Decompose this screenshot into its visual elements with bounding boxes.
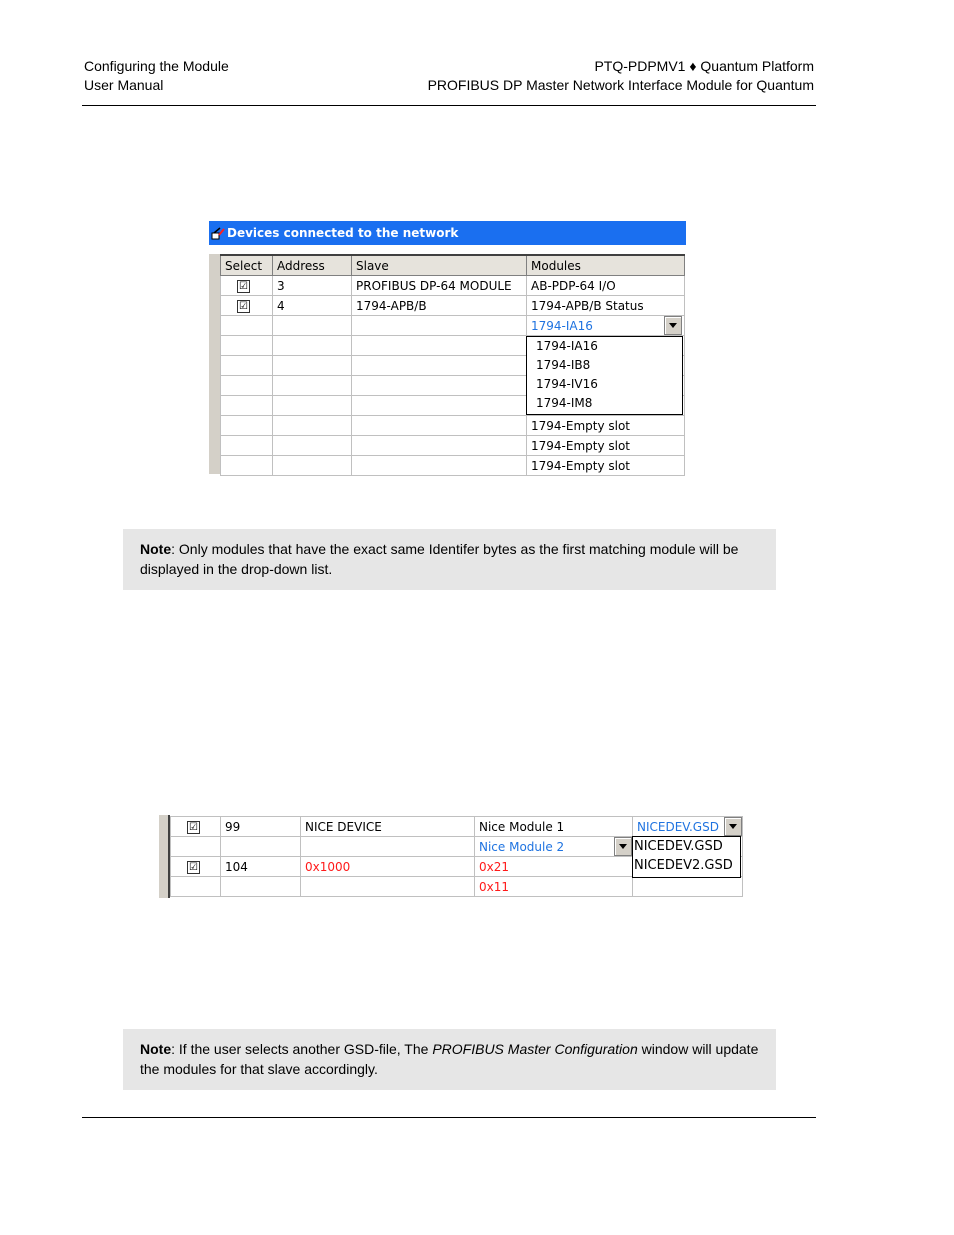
column-header-slave[interactable]: Slave [352,255,527,276]
gsd-dropdown-arrow-icon[interactable] [724,817,742,836]
address-cell: 99 [221,817,301,837]
module-cell[interactable]: 0x11 [475,877,633,897]
module-cell[interactable]: 1794-Empty slot [527,416,685,436]
footer-rule [82,1117,816,1118]
devices-window-title: Devices connected to the network [227,226,459,240]
slave-cell: 1794-APB/B [352,296,527,316]
address-cell: 3 [273,276,352,296]
module-cell[interactable]: 0x21 [475,857,633,877]
note-box-1 [123,529,776,590]
table-row[interactable] [221,276,685,296]
module-dropdown-selected[interactable]: 1794-IA16 [527,316,685,336]
note-text-before: : If the user selects another GSD-file, The [171,1041,433,1057]
module-cell[interactable]: 1794-Empty slot [527,456,685,476]
slave-cell: NICE DEVICE [301,817,475,837]
gsd-dropdown-list [632,836,741,878]
header-right-line1: PTQ-PDPMV1 ♦ Quantum Platform [594,58,814,74]
table-row[interactable] [221,296,685,316]
address-cell [273,316,352,336]
dropdown-option-ia16[interactable]: 1794-IA16 [536,339,598,353]
dropdown-option-iv16[interactable]: 1794-IV16 [536,377,598,391]
module-cell[interactable]: 1794-APB/B Status [527,296,685,316]
address-cell: 4 [273,296,352,316]
select-cell [221,316,273,336]
note-box-2 [123,1029,776,1090]
column-header-address[interactable]: Address [273,255,352,276]
header-left-line1: Configuring the Module [84,58,229,74]
column-header-modules[interactable]: Modules [527,255,685,276]
module-dropdown-selected[interactable]: Nice Module 2 [475,837,633,857]
slave-cell: PROFIBUS DP-64 MODULE [352,276,527,296]
note-window-name: PROFIBUS Master Configuration [432,1041,638,1057]
note-label: Note [140,541,172,557]
address-cell: 104 [221,857,301,877]
module-cell[interactable]: 1794-Empty slot [527,436,685,456]
table-row[interactable] [221,416,685,436]
gsd-window [159,815,743,898]
table-row[interactable] [171,817,743,837]
table-row[interactable] [221,316,685,336]
table-row[interactable] [221,456,685,476]
module-dropdown-arrow-icon[interactable] [614,837,632,856]
select-checkbox[interactable]: ☑ [187,821,200,834]
select-checkbox[interactable]: ☑ [237,280,250,293]
header-right-line2: PROFIBUS DP Master Network Interface Module for Quantum [427,77,814,93]
note-text-after: window will update the modules for that slave accordingly. [140,1041,759,1077]
table-row[interactable] [171,877,743,897]
note-label: Note [140,1041,172,1057]
dropdown-option-ib8[interactable]: 1794-IB8 [536,358,591,372]
slave-cell: 0x1000 [301,857,475,877]
note-text: : Only modules that have the exact same Identifer bytes as the first matching module will be displayed in the drop-down list. [140,541,739,577]
slave-cell [352,316,527,336]
devices-window [209,221,686,474]
dropdown-option-nicedev[interactable]: NICEDEV.GSD [634,839,723,854]
dropdown-option-nicedev2[interactable]: NICEDEV2.GSD [634,858,733,873]
header-rule [82,105,816,106]
module-dropdown-arrow-icon[interactable] [664,316,682,335]
select-checkbox[interactable]: ☑ [237,300,250,313]
header-left-line2: User Manual [84,77,164,93]
devices-window-titlebar [209,221,686,245]
dropdown-option-im8[interactable]: 1794-IM8 [536,396,593,410]
module-dropdown-list [526,336,683,415]
module-cell[interactable]: Nice Module 1 [475,817,633,837]
gsd-window-left-bar [159,815,170,898]
table-row[interactable] [221,436,685,456]
module-cell[interactable]: AB-PDP-64 I/O [527,276,685,296]
select-checkbox[interactable]: ☑ [187,861,200,874]
devices-table-header [221,255,685,276]
network-plug-icon [211,225,225,239]
gsd-dropdown-selected[interactable]: NICEDEV.GSD [633,817,743,837]
column-header-select[interactable]: Select [221,255,273,276]
